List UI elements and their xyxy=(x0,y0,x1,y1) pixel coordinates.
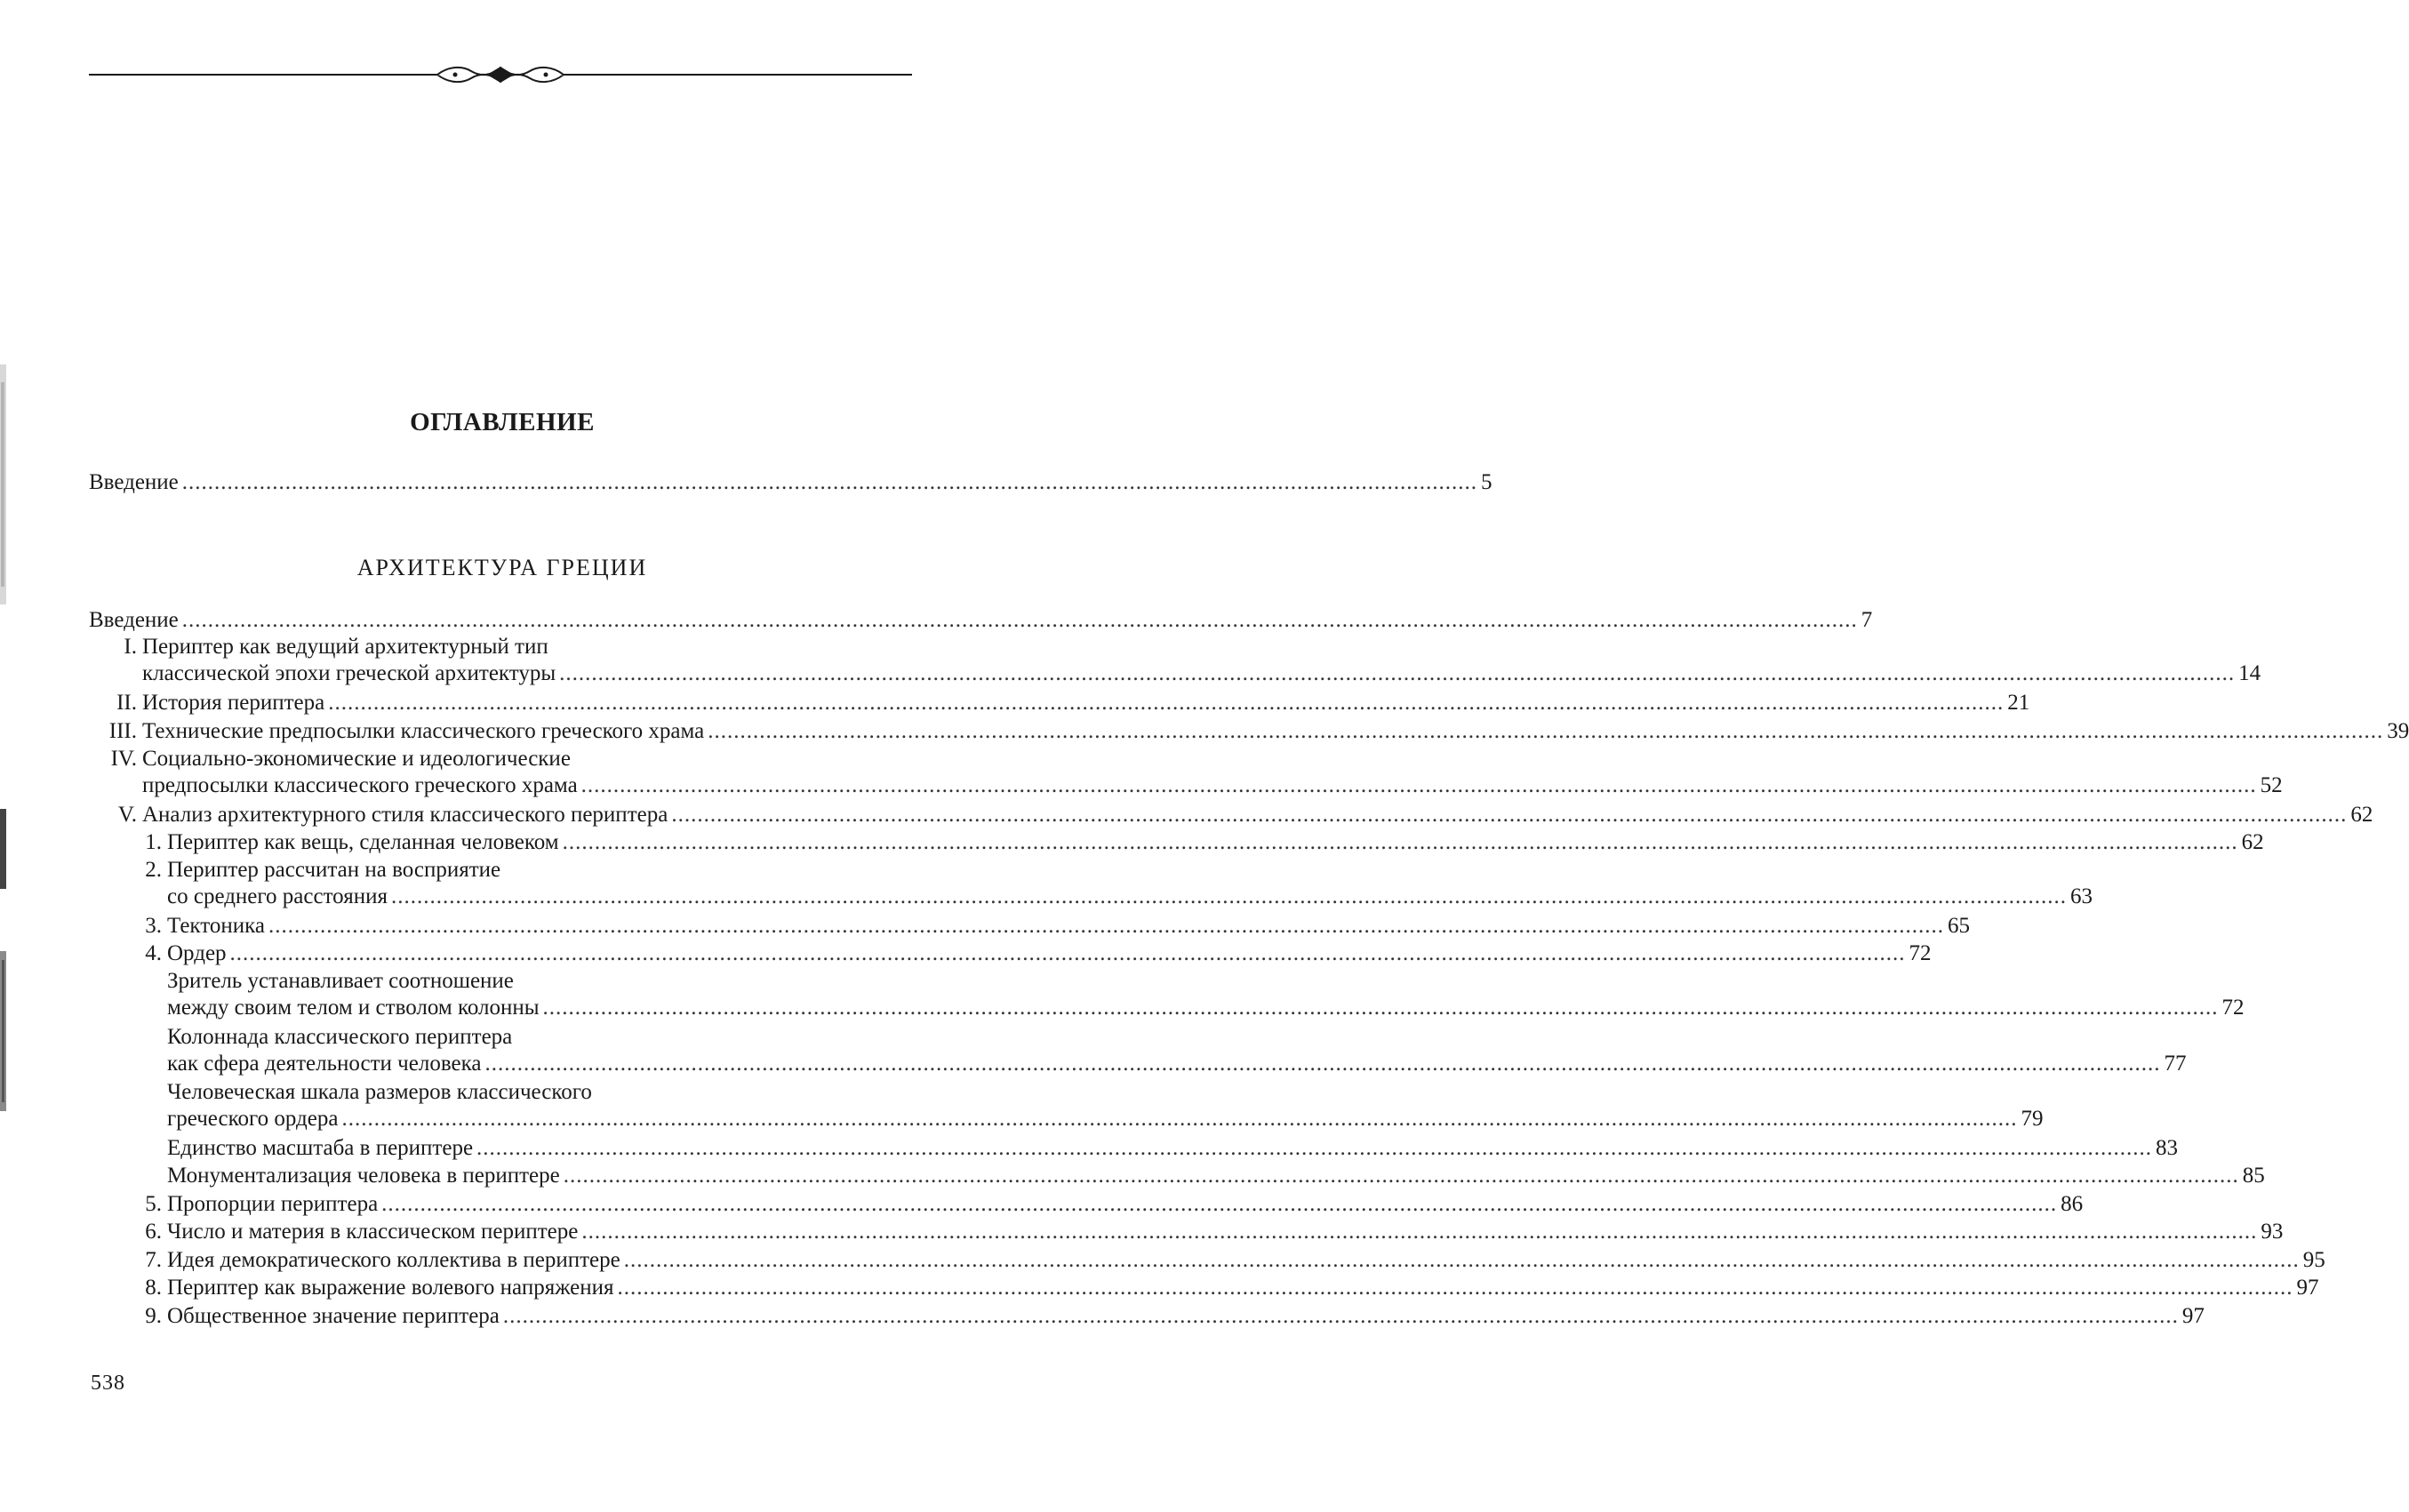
toc-entry xyxy=(89,690,2030,716)
toc-entry xyxy=(89,1247,2325,1274)
toc-entry-page: 97 xyxy=(2181,1304,2205,1328)
scan-edge-mark xyxy=(0,951,6,1111)
toc-entry-title-line: Периптер как ведущий архитектурный тип xyxy=(142,635,548,659)
toc-entry-title: Введение xyxy=(89,470,179,494)
toc-entry-number: V. xyxy=(117,803,137,827)
toc-entry-number: 3. xyxy=(145,914,162,938)
toc-entry-page: 83 xyxy=(2156,1136,2179,1160)
dot-leader: .................................................................................................................................................................................................................................................................... xyxy=(476,1136,2153,1160)
toc-entry-page: 95 xyxy=(2302,1248,2325,1272)
dot-leader: .................................................................................................................................................................................................................................................................... xyxy=(328,691,2005,715)
toc-entry xyxy=(89,913,1970,940)
dot-leader: .................................................................................................................................................................................................................................................................... xyxy=(229,941,1906,965)
toc-entry xyxy=(89,1079,2044,1132)
toc-entry-title: между своим телом и стволом колонны xyxy=(167,996,540,1020)
toc-entry-title: со среднего расстояния xyxy=(167,884,388,908)
toc-entry-title: греческого ордера xyxy=(167,1107,339,1131)
toc-entry xyxy=(89,1303,2205,1330)
toc-entry-number: IV. xyxy=(110,747,137,771)
toc-entry xyxy=(89,1219,2284,1245)
toc-entry-title: как сфера деятельности человека xyxy=(167,1052,482,1076)
dot-leader: .................................................................................................................................................................................................................................................................... xyxy=(563,1164,2239,1188)
toc-entry-title: Идея демократического коллектива в периптере xyxy=(167,1248,620,1272)
toc-entry-title-line: Человеческая шкала размеров классического xyxy=(167,1080,592,1104)
toc-entry xyxy=(89,634,2261,687)
toc-entry-title: Технические предпосылки классического греческого храма xyxy=(142,719,705,743)
toc-entry-title: Введение xyxy=(89,608,179,632)
scan-edge-mark xyxy=(0,809,6,889)
dot-leader: .................................................................................................................................................................................................................................................................... xyxy=(623,1248,2300,1272)
dot-leader: .................................................................................................................................................................................................................................................................... xyxy=(502,1304,2179,1328)
dot-leader: .................................................................................................................................................................................................................................................................... xyxy=(542,996,2219,1020)
toc-entry xyxy=(89,829,2264,856)
toc-entry-page: 77 xyxy=(2164,1052,2187,1076)
toc-entry-page: 93 xyxy=(2261,1220,2284,1244)
toc-entry xyxy=(89,746,2283,799)
toc-entry-intro xyxy=(89,469,1493,496)
dot-leader: .................................................................................................................................................................................................................................................................... xyxy=(617,1276,2293,1300)
dot-leader: .................................................................................................................................................................................................................................................................... xyxy=(341,1107,2018,1131)
toc-entry-page: 79 xyxy=(2021,1107,2044,1131)
toc-entry-number: 5. xyxy=(145,1192,162,1216)
toc-entry xyxy=(89,968,2245,1021)
toc-entry-title-line: Зритель устанавливает соотношение xyxy=(167,969,514,993)
toc-entry xyxy=(89,1135,2179,1162)
dot-leader: .................................................................................................................................................................................................................................................................... xyxy=(268,914,1944,938)
dot-leader: .................................................................................................................................................................................................................................................................... xyxy=(581,1220,2258,1244)
toc-entry-number: 8. xyxy=(145,1276,162,1300)
toc-entry-page: 86 xyxy=(2061,1192,2084,1216)
toc-entry xyxy=(89,802,2373,828)
toc-entry-title: История периптера xyxy=(142,691,325,715)
dot-leader: .................................................................................................................................................................................................................................................................... xyxy=(390,884,2067,908)
toc-entry-number: II. xyxy=(116,691,137,715)
toc-entry-page: 21 xyxy=(2007,691,2030,715)
toc-entry-page: 63 xyxy=(2069,884,2093,908)
toc-entry-number: 4. xyxy=(145,941,162,965)
toc-entry-number: 7. xyxy=(145,1248,162,1272)
toc-entry-title: Периптер как выражение волевого напряжения xyxy=(167,1276,614,1300)
toc-entry xyxy=(89,1024,2187,1077)
toc-entry-number: 9. xyxy=(145,1304,162,1328)
toc-entry-title-line: Колоннада классического периптера xyxy=(167,1025,513,1049)
toc-entry xyxy=(89,718,2409,745)
toc-entry-page: 39 xyxy=(2387,719,2409,743)
toc-entry-title: Число и материя в классическом периптере xyxy=(167,1220,579,1244)
header-ornament xyxy=(89,62,912,87)
page-title: ОГЛАВЛЕНИЕ xyxy=(410,408,595,436)
dot-leader: .................................................................................................................................................................................................................................................................... xyxy=(708,719,2384,743)
toc-entry-number: 1. xyxy=(145,830,162,854)
toc-entry-title: Пропорции периптера xyxy=(167,1192,379,1216)
toc-entry-page: 52 xyxy=(2260,773,2283,797)
toc-entry-title: предпосылки классического греческого храма xyxy=(142,773,578,797)
toc-entry-page: 62 xyxy=(2350,803,2373,827)
toc-entry-title: Анализ архитектурного стиля классического периптера xyxy=(142,803,668,827)
dot-leader: ......................................................................................................................................................................................................... xyxy=(181,470,1478,494)
dot-leader: .................................................................................................................................................................................................................................................................... xyxy=(181,608,1858,632)
toc-entry-page: 7 xyxy=(1861,608,1873,632)
toc-entry-title: Тектоника xyxy=(167,914,265,938)
section-heading: АРХИТЕКТУРА ГРЕЦИИ xyxy=(356,555,648,580)
toc-entry-page: 62 xyxy=(2241,830,2264,854)
toc-entry xyxy=(89,607,1873,634)
toc-entry-number: I. xyxy=(124,635,137,659)
dot-leader: .................................................................................................................................................................................................................................................................... xyxy=(484,1052,2161,1076)
toc-entry xyxy=(89,1163,2265,1189)
toc-entry-title: Ордер xyxy=(167,941,227,965)
dot-leader: .................................................................................................................................................................................................................................................................... xyxy=(671,803,2348,827)
toc-entry-title: Периптер как вещь, сделанная человеком xyxy=(167,830,559,854)
toc-entry xyxy=(89,857,2093,910)
toc-entry-page: 5 xyxy=(1481,470,1493,494)
toc-entry-title-line: Периптер рассчитан на восприятие xyxy=(167,858,501,882)
toc-entry-page: 97 xyxy=(2296,1276,2319,1300)
dot-leader: .................................................................................................................................................................................................................................................................... xyxy=(580,773,2257,797)
toc-entry-number: 2. xyxy=(145,858,162,882)
toc-entry xyxy=(89,1191,2084,1218)
toc-entry-title: Общественное значение периптера xyxy=(167,1304,500,1328)
toc-entry-page: 72 xyxy=(1909,941,1932,965)
toc-entry xyxy=(89,940,1932,967)
toc-entry-title: Единство масштаба в периптере xyxy=(167,1136,474,1160)
page-number: 538 xyxy=(91,1372,125,1395)
toc-entry-page: 72 xyxy=(2221,996,2245,1020)
toc-entry-page: 85 xyxy=(2242,1164,2265,1188)
toc-entry xyxy=(89,1275,2319,1301)
dot-leader: .................................................................................................................................................................................................................................................................... xyxy=(562,830,2238,854)
toc-entry-title-line: Социально-экономические и идеологические xyxy=(142,747,571,771)
toc-entry-number: 6. xyxy=(145,1220,162,1244)
dot-leader: .................................................................................................................................................................................................................................................................... xyxy=(381,1192,2058,1216)
toc-entry-title: Монументализация человека в периптере xyxy=(167,1164,560,1188)
toc-entry-title: классической эпохи греческой архитектуры xyxy=(142,661,556,685)
dot-leader: .................................................................................................................................................................................................................................................................... xyxy=(559,661,2236,685)
toc-entry-page: 14 xyxy=(2238,661,2261,685)
toc-entry-number: III. xyxy=(108,719,137,743)
toc-entry-page: 65 xyxy=(1947,914,1970,938)
